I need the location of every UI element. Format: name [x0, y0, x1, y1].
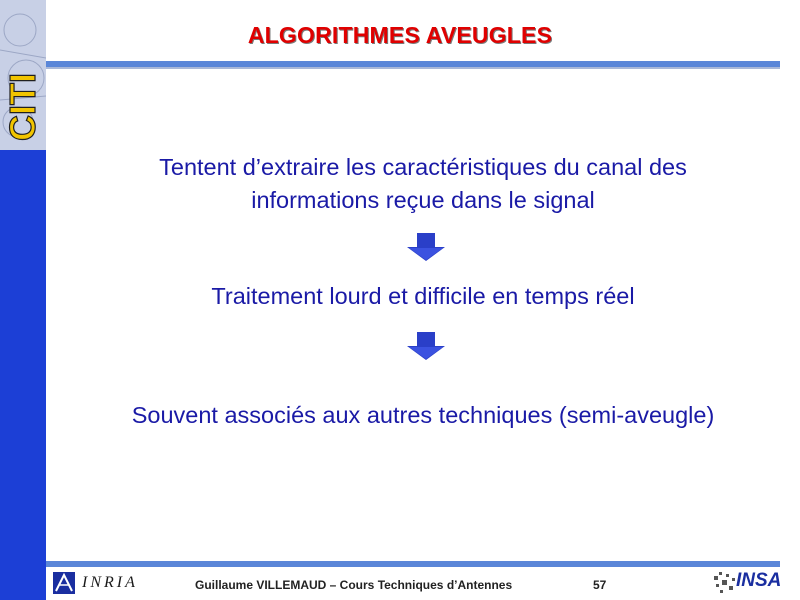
slide-title: ALGORITHMES AVEUGLES [247, 22, 553, 48]
down-arrow-icon [407, 332, 445, 362]
inria-logo-text: INRIA [82, 574, 138, 591]
bullet-line-2: informations reçue dans le signal [251, 187, 595, 213]
bullet-block-2 [46, 280, 800, 313]
down-arrow-icon [407, 233, 445, 263]
top-divider [46, 61, 780, 67]
inria-logo [52, 570, 138, 596]
bullet-block-1 [46, 151, 800, 217]
inria-emblem-icon [52, 571, 78, 595]
insa-logo-text: INSA [736, 570, 782, 591]
footer-page-number: 57 [593, 578, 607, 592]
footer-author-course: Guillaume VILLEMAUD – Cours Techniques d’Antennes [195, 578, 513, 592]
insa-logo [712, 568, 798, 598]
bullet-line-1: Tentent d’extraire les caractéristiques du canal des [159, 154, 687, 180]
svg-text:CITI: CITI [2, 73, 43, 141]
bullet-line-4: Souvent associés aux autres techniques (semi-aveugle) [131, 402, 715, 428]
bottom-divider [46, 561, 780, 567]
bullet-block-3 [46, 399, 800, 432]
bullet-line-3: Traitement lourd et difficile en temps réel [211, 283, 635, 309]
